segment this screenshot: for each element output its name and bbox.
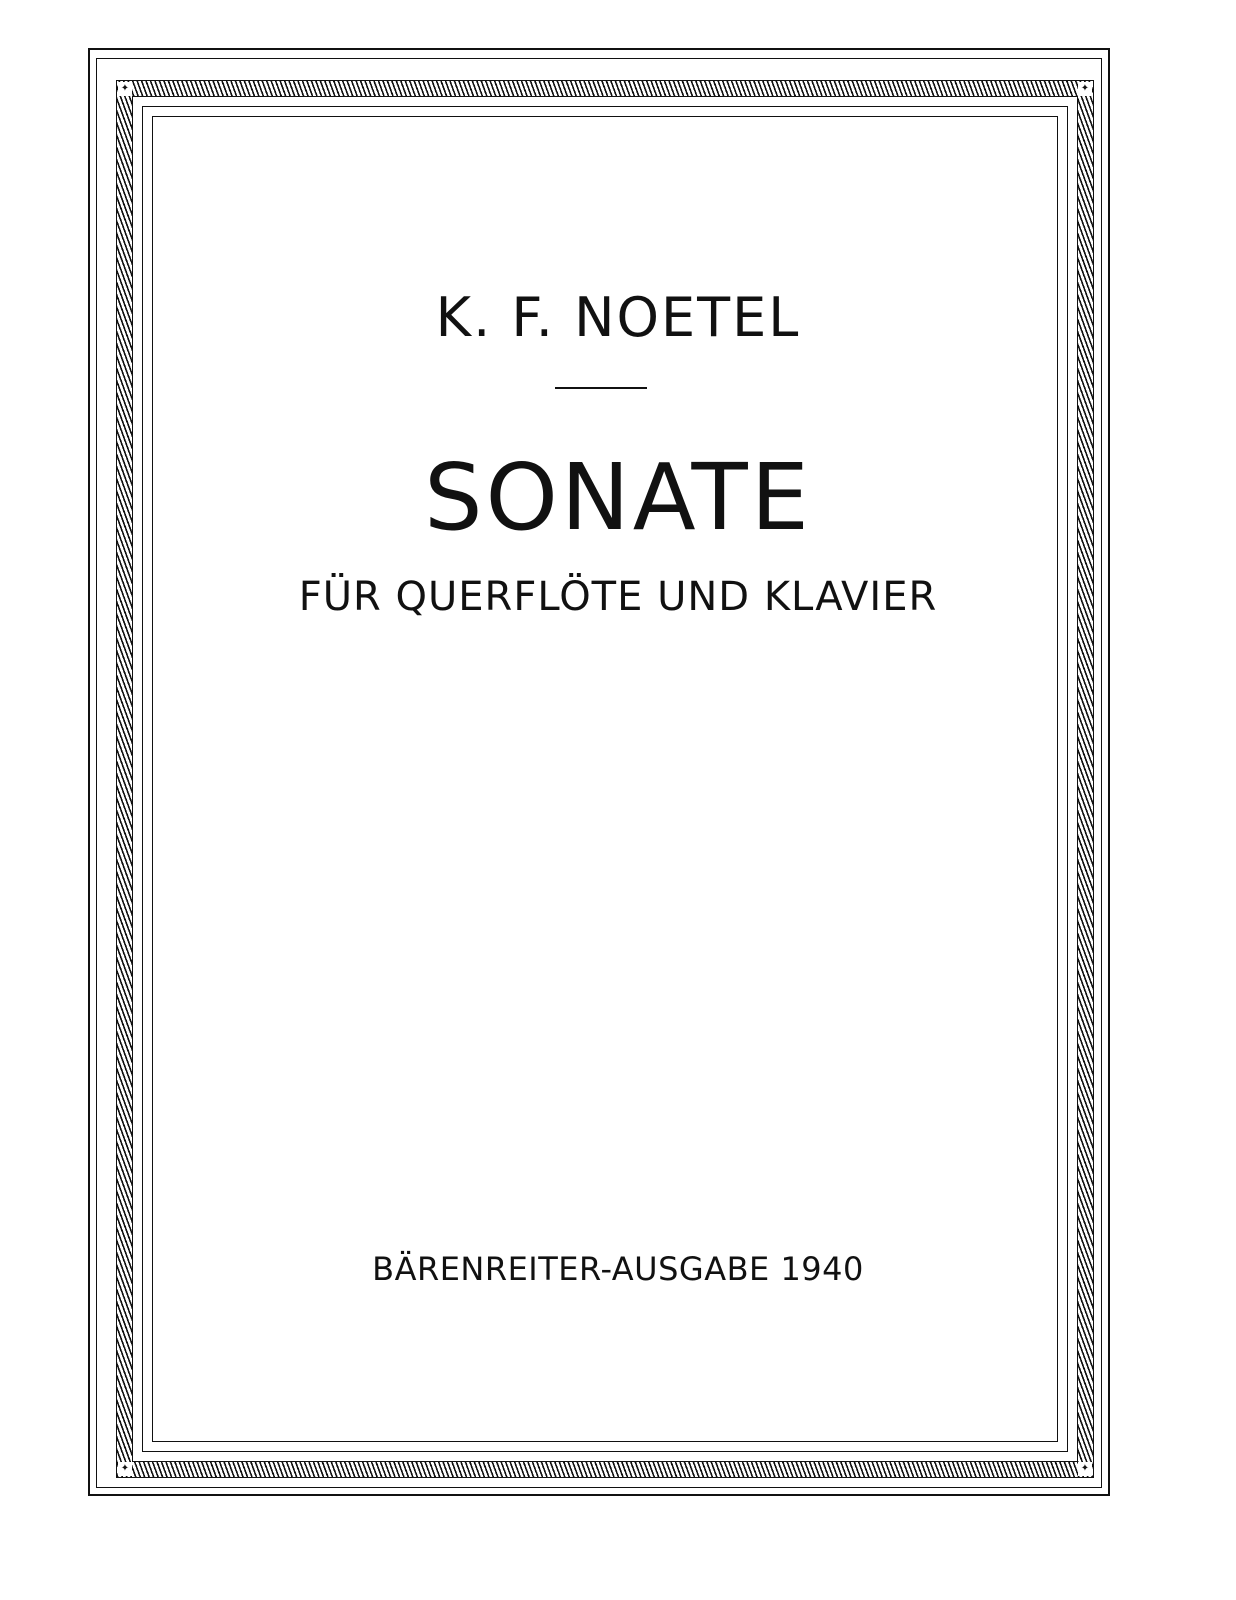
publisher-line: BÄRENREITER-AUSGABE 1940 <box>372 1250 864 1288</box>
work-subtitle: FÜR QUERFLÖTE UND KLAVIER <box>298 574 938 620</box>
corner-star-icon: ✦ <box>118 1462 132 1476</box>
composer-name: K. F. NOETEL <box>435 286 801 349</box>
corner-star-icon: ✦ <box>1078 1462 1092 1476</box>
work-title: SONATE <box>424 444 812 551</box>
corner-star-icon: ✦ <box>118 82 132 96</box>
corner-star-icon: ✦ <box>1078 82 1092 96</box>
divider-rule <box>555 387 647 389</box>
